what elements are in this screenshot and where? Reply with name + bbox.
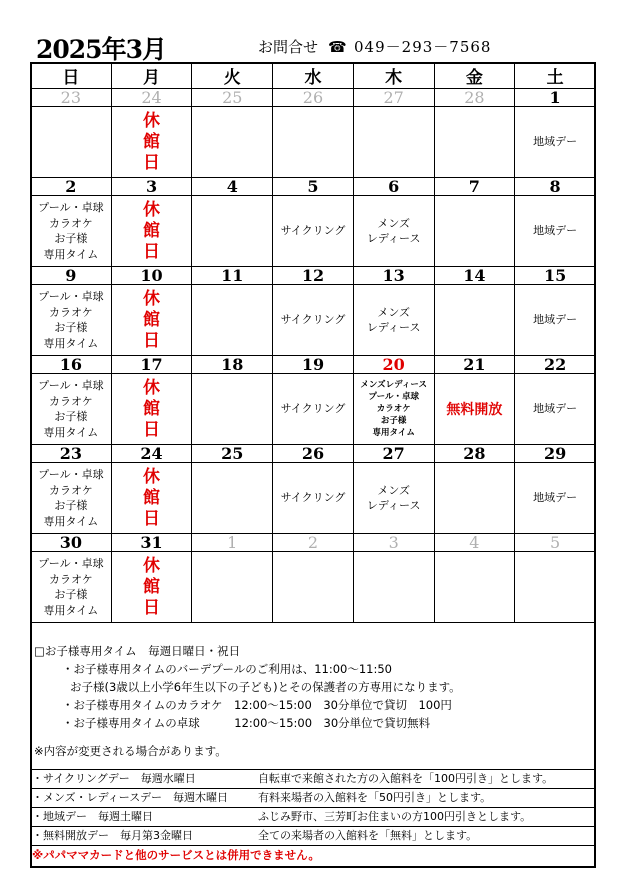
event-label: メンズレディース xyxy=(360,380,427,390)
weekday-wed: 水 xyxy=(273,63,354,89)
date-number: 19 xyxy=(273,356,354,374)
date-number: 2 xyxy=(273,534,354,552)
closed-day-label: 日 xyxy=(143,330,161,351)
event-label: 地域デー xyxy=(533,135,578,149)
event-label: サイクリング xyxy=(280,491,346,505)
date-number: 22 xyxy=(515,356,596,374)
event-label: 専用タイム xyxy=(43,336,99,350)
event-label: お子様 xyxy=(54,321,88,334)
date-number: 18 xyxy=(192,356,273,374)
date-number: 27 xyxy=(353,89,434,107)
date-number: 5 xyxy=(515,534,596,552)
date-number: 31 xyxy=(111,534,192,552)
phone-icon: ☎ xyxy=(328,38,347,56)
event-label: レディース xyxy=(366,321,421,334)
date-number: 26 xyxy=(273,445,354,463)
date-number: 27 xyxy=(353,445,434,463)
event-label: 地域デー xyxy=(533,491,578,505)
warning-text: ※パパママカードと他のサービスとは併用できません。 xyxy=(32,848,320,862)
date-number: 28 xyxy=(434,89,515,107)
date-number: 1 xyxy=(515,89,596,107)
date-number: 20 xyxy=(353,356,434,374)
free-open-label: 無料開放 xyxy=(446,402,503,418)
weekday-mon: 月 xyxy=(111,63,192,89)
date-number: 10 xyxy=(111,267,192,285)
notes-line: ・お子様専用タイムの卓球 12:00～15:00 30分単位で貸切無料 xyxy=(62,716,431,730)
event-label: プール・卓球 xyxy=(38,468,104,481)
event-label: お子様 xyxy=(54,499,88,512)
weekday-fri: 金 xyxy=(434,63,515,89)
date-number: 15 xyxy=(515,267,596,285)
event-label: メンズ xyxy=(377,216,410,230)
event-label: プール・卓球 xyxy=(38,557,104,570)
event-label: メンズ xyxy=(377,305,410,319)
date-number: 21 xyxy=(434,356,515,374)
date-number: 25 xyxy=(192,89,273,107)
warning-row xyxy=(30,845,596,864)
event-label: お子様 xyxy=(54,232,88,245)
date-number: 23 xyxy=(31,89,112,107)
event-label: レディース xyxy=(366,499,421,512)
event-label: レディース xyxy=(366,232,421,245)
date-number: 6 xyxy=(353,178,434,196)
rule-name: ・無料開放デー 毎月第3金曜日 xyxy=(32,829,193,842)
closed-day-label: 休 xyxy=(143,110,161,131)
rule-name: ・メンズ・レディースデー 毎週木曜日 xyxy=(32,791,229,804)
closed-day-label: 日 xyxy=(143,508,161,529)
weekday-sat: 土 xyxy=(515,63,596,89)
closed-day-label: 館 xyxy=(143,309,161,330)
closed-day-label: 休 xyxy=(143,466,161,487)
date-number: 24 xyxy=(111,445,192,463)
event-label: 専用タイム xyxy=(43,514,99,528)
date-number: 17 xyxy=(111,356,192,374)
date-number: 25 xyxy=(192,445,273,463)
closed-day-label: 館 xyxy=(143,398,161,419)
event-label: お子様 xyxy=(380,416,407,426)
closed-day-label: 休 xyxy=(143,377,161,398)
closed-day-label: 日 xyxy=(143,419,161,440)
event-label: メンズ xyxy=(377,483,410,497)
date-number: 1 xyxy=(192,534,273,552)
rule-name: ・サイクリングデー 毎週水曜日 xyxy=(32,772,196,785)
closed-day-label: 日 xyxy=(143,241,161,262)
event-label: プール・卓球 xyxy=(38,201,104,214)
date-number: 3 xyxy=(111,178,192,196)
rule-name: ・地域デー 毎週土曜日 xyxy=(32,810,153,823)
event-label: プール・卓球 xyxy=(38,290,104,303)
event-label: プール・卓球 xyxy=(368,392,419,402)
contact-label: お問合せ xyxy=(258,38,319,56)
notes-line: ・お子様専用タイムのカラオケ 12:00～15:00 30分単位で貸切 100円 xyxy=(62,698,452,712)
service-rules xyxy=(30,769,596,864)
date-number: 16 xyxy=(31,356,112,374)
closed-day-label: 日 xyxy=(143,152,161,173)
date-number: 12 xyxy=(273,267,354,285)
event-label: 地域デー xyxy=(533,402,578,416)
rule-row xyxy=(30,826,596,845)
date-number: 3 xyxy=(353,534,434,552)
change-notice: ※内容が変更される場合があります。 xyxy=(34,744,227,758)
date-number: 13 xyxy=(353,267,434,285)
date-number: 30 xyxy=(31,534,112,552)
closed-day-label: 館 xyxy=(143,131,161,152)
rule-desc: ふじみ野市、三芳町お住まいの方100円引きとします。 xyxy=(258,810,532,823)
notes-heading: □お子様専用タイム 毎週日曜日・祝日 xyxy=(34,644,241,658)
date-number: 4 xyxy=(192,178,273,196)
event-label: 地域デー xyxy=(533,313,578,327)
date-number: 14 xyxy=(434,267,515,285)
rule-desc: 全ての来場者の入館料を「無料」とします。 xyxy=(258,829,478,842)
event-label: カラオケ xyxy=(48,305,93,319)
phone-number[interactable]: 049－293－7568 xyxy=(354,38,492,56)
closed-day-label: 館 xyxy=(143,576,161,597)
date-number: 24 xyxy=(111,89,192,107)
date-number: 8 xyxy=(515,178,596,196)
event-label: サイクリング xyxy=(280,224,346,238)
event-label: 専用タイム xyxy=(43,603,99,617)
event-label: お子様 xyxy=(54,410,88,423)
event-label: カラオケ xyxy=(48,394,93,408)
event-label: カラオケ xyxy=(48,216,93,230)
date-number: 2 xyxy=(31,178,112,196)
calendar-title: 2025年3月 xyxy=(36,35,166,64)
closed-day-label: 休 xyxy=(143,288,161,309)
weekday-sun: 日 xyxy=(31,63,112,89)
rule-desc: 有料来場者の入館料を「50円引き」とします。 xyxy=(258,791,492,804)
closed-day-label: 休 xyxy=(143,199,161,220)
weekday-thu: 木 xyxy=(353,63,434,89)
date-number: 28 xyxy=(434,445,515,463)
event-label: お子様 xyxy=(54,588,88,601)
date-number: 11 xyxy=(192,267,273,285)
event-label: カラオケ xyxy=(48,572,93,586)
event-label: サイクリング xyxy=(280,313,346,327)
weekday-tue: 火 xyxy=(192,63,273,89)
date-number: 5 xyxy=(273,178,354,196)
date-number: 9 xyxy=(31,267,112,285)
event-label: カラオケ xyxy=(48,483,93,497)
event-label: サイクリング xyxy=(280,402,346,416)
notes-line: お子様(3歳以上小学6年生以下の子ども)とその保護者の方専用になります。 xyxy=(70,680,461,694)
contact-info xyxy=(258,36,491,57)
event-label: 専用タイム xyxy=(43,247,99,261)
event-label: プール・卓球 xyxy=(38,379,104,392)
closed-day-label: 日 xyxy=(143,597,161,618)
event-label: 地域デー xyxy=(533,224,578,238)
rule-row xyxy=(30,769,596,788)
rule-desc: 自転車で来館された方の入館料を「100円引き」とします。 xyxy=(258,772,554,785)
date-number: 29 xyxy=(515,445,596,463)
date-number: 26 xyxy=(273,89,354,107)
closed-day-label: 休 xyxy=(143,555,161,576)
date-number: 4 xyxy=(434,534,515,552)
event-label: 専用タイム xyxy=(372,428,415,438)
notes-line: ・お子様専用タイムのバーデプールのご利用は、11:00～11:50 xyxy=(62,662,392,676)
date-number: 7 xyxy=(434,178,515,196)
event-label: カラオケ xyxy=(376,404,411,414)
rule-row xyxy=(30,807,596,826)
notes-section xyxy=(34,642,461,760)
closed-day-label: 館 xyxy=(143,487,161,508)
rule-row xyxy=(30,788,596,807)
closed-day-label: 館 xyxy=(143,220,161,241)
date-number: 23 xyxy=(31,445,112,463)
event-label: 専用タイム xyxy=(43,425,99,439)
